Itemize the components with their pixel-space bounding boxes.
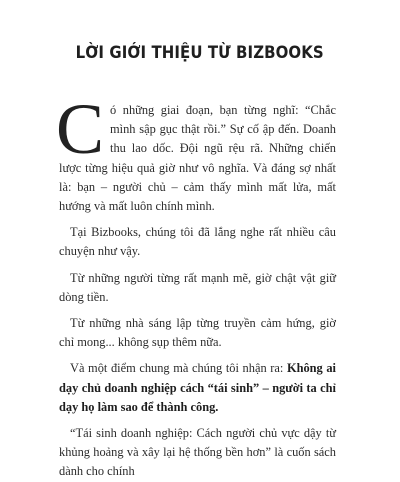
paragraph-strong-people: Từ những người từng rất mạnh mẽ, giờ chật vật giữ dòng tiền. xyxy=(59,270,336,304)
highlight-paragraph xyxy=(59,359,336,417)
paragraph-bizbooks-listened: Tại Bizbooks, chúng tôi đã lắng nghe rất nhiều câu chuyện như vậy. xyxy=(59,225,336,259)
drop-cap: C xyxy=(56,89,105,169)
intro-paragraph xyxy=(56,89,336,216)
page-title: LỜI GIỚI THIỆU TỪ BIZBOOKS xyxy=(75,43,324,63)
body-text xyxy=(56,89,336,482)
intro-text: ó những giai đoạn, bạn từng nghĩ: “Chắc mình sập gục thật rồi.” Sự cố ập đến. Doanh thu lao dốc. Đội ngũ rệu rã. Những chiến lược từng hiệu quả giờ như vô nghĩa. Và đáng sợ nhất là: bạn – người chủ – cảm thấy mình mất lửa, mất hướng và mất luôn chính mình. xyxy=(59,103,336,214)
paragraph-founders: Từ những nhà sáng lập từng truyền cảm hứng, giờ chỉ mong... không sụp thêm nữa. xyxy=(59,316,336,350)
highlight-lead: Và một điểm chung mà chúng tôi nhận ra: xyxy=(70,361,287,376)
highlight-bold: Không ai dạy chủ doanh nghiệp cách “tái sinh” – người ta chỉ dạy họ làm sao để thành công. xyxy=(59,361,336,414)
closing-paragraph: “Tái sinh doanh nghiệp: Cách người chủ vực dậy từ khủng hoảng và xây lại hệ thống bền hơn” là cuốn sách dành cho chính xyxy=(59,426,336,479)
